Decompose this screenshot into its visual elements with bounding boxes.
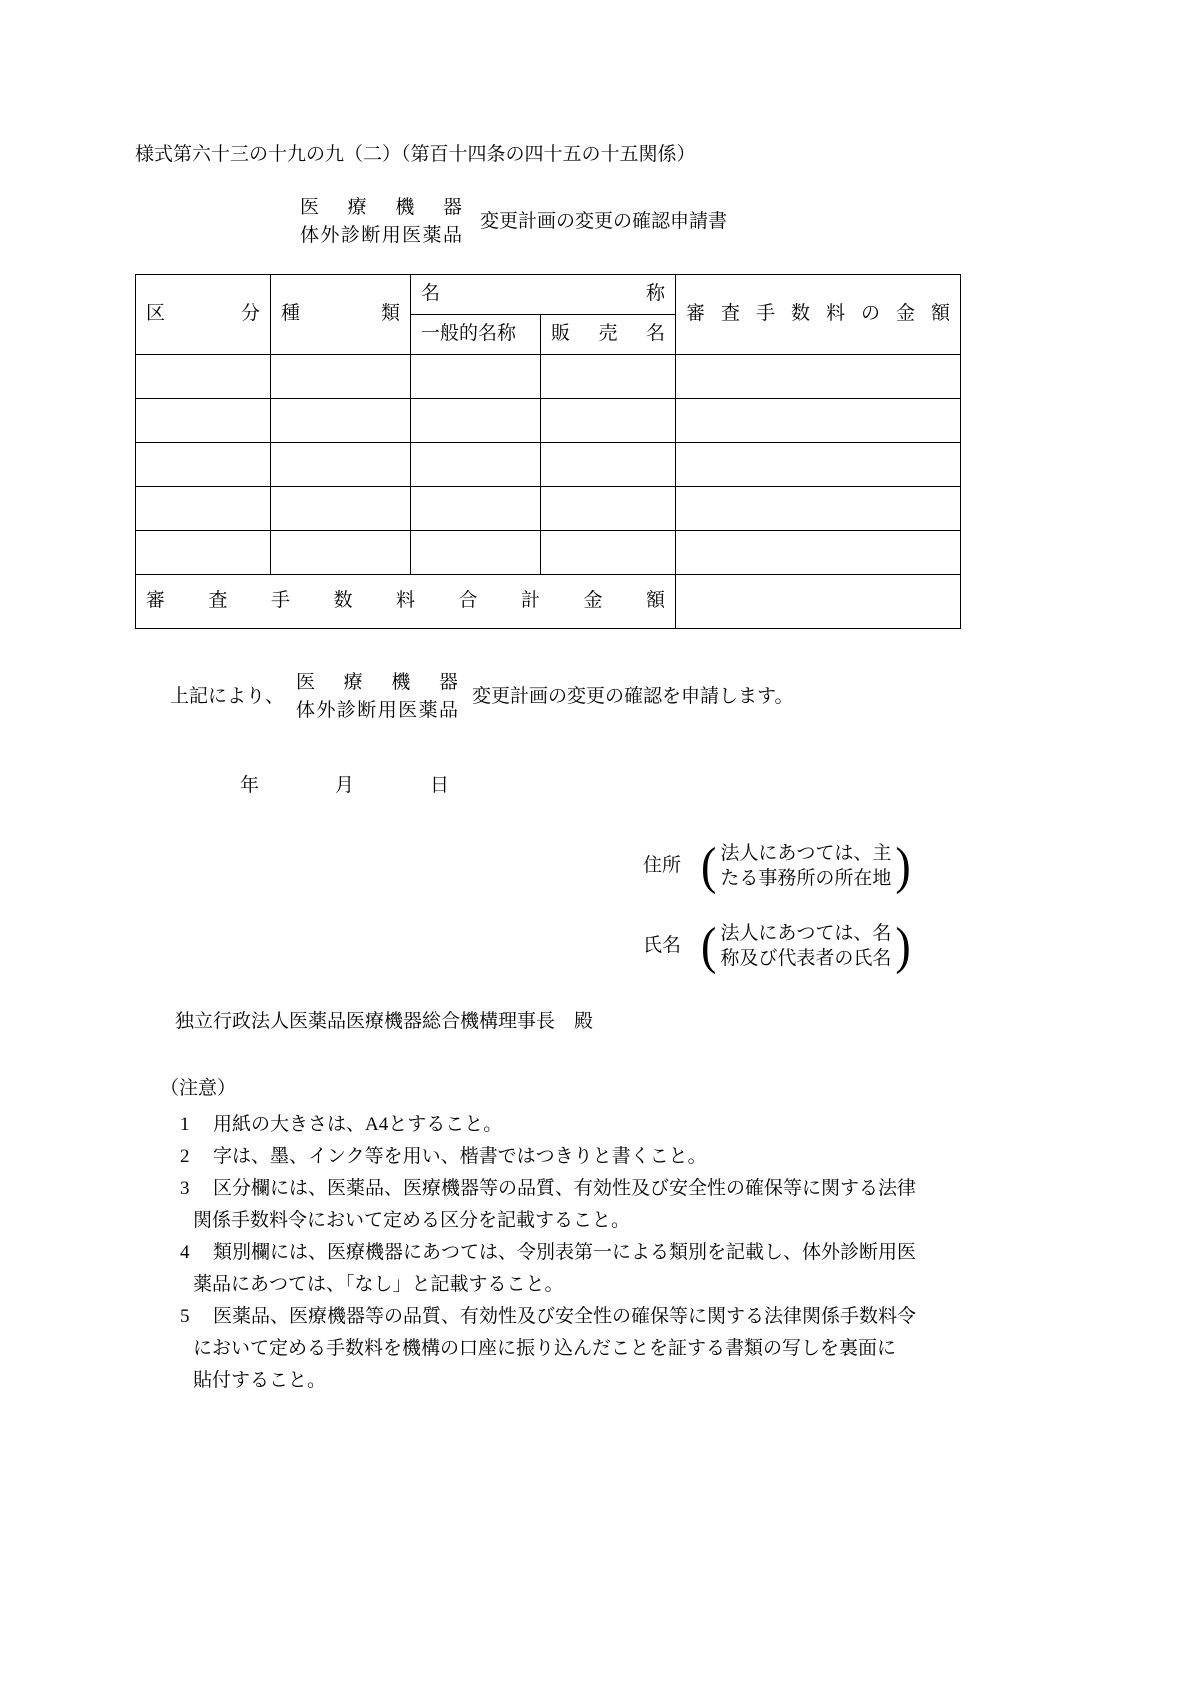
statement-suffix: 変更計画の変更の確認を申請します。 [472, 685, 794, 707]
table-input-cell [136, 531, 271, 575]
col-header-fee-amount: 審査手数料の金額 [676, 275, 961, 355]
name-label: 氏名 [643, 934, 682, 956]
table-row [136, 487, 961, 531]
table-input-cell [136, 399, 271, 443]
note-text: 字は、墨、インク等を用い、楷書ではつきりと書くこと。 [213, 1146, 707, 1167]
note-text: 区分欄には、医薬品、医療機器等の品質、有効性及び安全性の確保等に関する法律 [213, 1178, 917, 1199]
note-number: 3 [180, 1178, 190, 1199]
table-input-cell [411, 399, 541, 443]
table-input-cell [271, 355, 411, 399]
note-item-4 [135, 1237, 1091, 1301]
table-input-cell [676, 399, 961, 443]
note-number: 1 [180, 1114, 190, 1135]
table-input-cell [411, 443, 541, 487]
table-input-cell [676, 531, 961, 575]
address-note-line1: 法人にあつては、主 [720, 843, 892, 864]
note-text: 医薬品、医療機器等の品質、有効性及び安全性の確保等に関する法律関係手数料令 [213, 1306, 917, 1327]
title-suffix: 変更計画の変更の確認申請書 [480, 210, 728, 232]
table-input-cell [136, 443, 271, 487]
name-field [643, 916, 1091, 974]
table-input-cell [676, 443, 961, 487]
address-field [643, 836, 1091, 894]
note-item-2 [135, 1141, 1091, 1173]
name-note-line1: 法人にあつては、名 [720, 923, 892, 944]
col-header-category: 区分 [136, 275, 271, 355]
table-input-cell [676, 487, 961, 531]
table-input-cell [541, 443, 676, 487]
statement-option-medical-device: 医療機器 [296, 672, 459, 693]
table-input-cell [676, 355, 961, 399]
addressee-line: 独立行政法人医薬品医療機器総合機構理事長 殿 [175, 1011, 594, 1032]
address-label: 住所 [643, 854, 682, 876]
table-input-cell [271, 487, 411, 531]
form-style-number: 様式第六十三の十九の九（二）（第百十四条の四十五の十五関係） [135, 144, 696, 165]
application-statement [170, 669, 1091, 725]
large-paren-close: ) [895, 916, 911, 974]
note-text: 薬品にあつては、「なし」と記載すること。 [193, 1274, 564, 1295]
table-input-cell [271, 443, 411, 487]
notes-list [135, 1109, 1091, 1397]
table-input-cell [411, 531, 541, 575]
note-text: 貼付すること。 [193, 1370, 327, 1391]
total-fee-cell [676, 575, 961, 629]
note-text: 用紙の大きさは、A4とすること。 [213, 1114, 503, 1135]
form-title [300, 194, 1091, 250]
table-row [136, 399, 961, 443]
address-note-line2: たる事務所の所在地 [720, 868, 892, 889]
table-row [136, 355, 961, 399]
note-text: において定める手数料を機構の口座に振り込んだことを証する書類の写しを裏面に [193, 1338, 897, 1359]
name-note-line2: 称及び代表者の氏名 [720, 948, 892, 969]
note-number: 5 [180, 1306, 190, 1327]
large-paren-open: ( [701, 836, 717, 894]
title-option-ivd: 体外診断用医薬品 [300, 225, 462, 246]
note-number: 2 [180, 1146, 190, 1167]
title-applicant-type-stack [300, 194, 462, 250]
date-line: 年 月 日 [240, 775, 450, 796]
large-paren-open: ( [701, 916, 717, 974]
table-input-cell [541, 355, 676, 399]
large-paren-close: ) [895, 836, 911, 894]
col-header-brand-name: 販売名 [541, 315, 676, 355]
notes-section [135, 1073, 1091, 1397]
note-item-5 [135, 1301, 1091, 1397]
table-input-cell [136, 355, 271, 399]
note-item-3 [135, 1173, 1091, 1237]
table-input-cell [271, 399, 411, 443]
note-text: 類別欄には、医療機器にあつては、令別表第一による類別を記載し、体外診断用医 [213, 1242, 917, 1263]
address-note [720, 841, 891, 891]
title-option-medical-device: 医療機器 [300, 197, 462, 218]
table-input-cell [541, 399, 676, 443]
statement-option-ivd: 体外診断用医薬品 [296, 700, 459, 721]
table-input-cell [411, 487, 541, 531]
fee-table [135, 274, 961, 629]
table-input-cell [136, 487, 271, 531]
col-header-generic-name: 一般的名称 [411, 315, 541, 355]
table-input-cell [541, 531, 676, 575]
total-row-label: 審査手数料合計金額 [136, 575, 676, 629]
table-input-cell [271, 531, 411, 575]
col-header-name: 名称 [411, 275, 676, 315]
table-row [136, 531, 961, 575]
note-item-1 [135, 1109, 1091, 1141]
note-text: 関係手数料令において定める区分を記載すること。 [193, 1210, 631, 1231]
col-header-type: 種類 [271, 275, 411, 355]
table-input-cell [541, 487, 676, 531]
statement-prefix: 上記により、 [170, 685, 285, 707]
table-input-cell [411, 355, 541, 399]
statement-applicant-type-stack [296, 669, 458, 725]
name-note [720, 921, 891, 971]
note-number: 4 [180, 1242, 190, 1263]
notes-heading: （注意） [160, 1078, 237, 1099]
table-row [136, 443, 961, 487]
